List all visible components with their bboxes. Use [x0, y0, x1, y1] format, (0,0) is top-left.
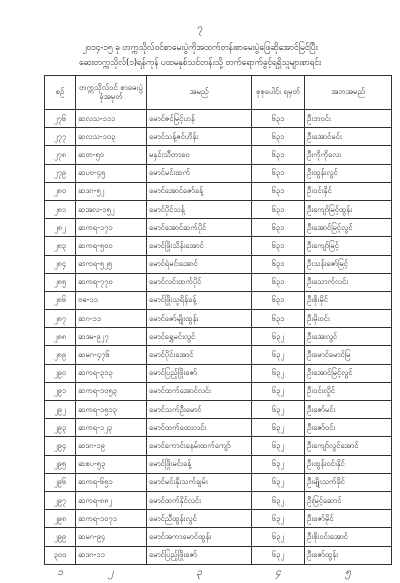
cell-father-name: ဦးဘဝင်း: [305, 110, 392, 128]
footer-mark: ၂: [108, 567, 114, 579]
cell-roll-number: ဆပဗ-၄၅: [76, 164, 147, 182]
footer-mark: ၁: [57, 567, 63, 579]
results-table: [44, 75, 392, 583]
cell-total-marks: ၆၃၁: [252, 219, 305, 237]
cell-serial: ၂၉၇: [45, 491, 76, 509]
cell-roll-number: ဆမဂ-၉၄: [76, 528, 147, 546]
col-header-serial: စဉ်: [45, 76, 76, 110]
cell-father-name: ဦးဝင်းနိုင်: [305, 182, 392, 200]
cell-total-marks: ၆၃၂: [252, 455, 305, 473]
cell-father-name: ဦးဇော်ဝင်း: [305, 419, 392, 437]
cell-father-name: ဦးစိုးဝင်းအောင်: [305, 528, 392, 546]
heading-line-2: ဆေးတက္ကသိုလ်(၁)ရန်ကုန် ပထမနှစ်သင်တန်းသို့ တက်ရောက်ခွင့်ရရှိသူများစာရင်း: [79, 58, 321, 68]
cell-roll-number: ဆစပ-၅၃: [76, 455, 147, 473]
cell-total-marks: ၆၃၂: [252, 382, 305, 400]
cell-father-name: ဦးသန်းဇော်မြင့်: [305, 255, 392, 273]
cell-total-marks: ၆၃၂: [252, 528, 305, 546]
cell-father-name: ဦးကျော်လွင်အောင်: [305, 437, 392, 455]
col-header-roll-number: တက္ကသိုလ်ဝင် စာမေးပွဲခုံအမှတ်: [76, 76, 147, 110]
cell-serial: ၂၉၅: [45, 455, 76, 473]
table-header-row: [45, 76, 392, 110]
cell-serial: ၂၉၈: [45, 510, 76, 528]
cell-name: မောင်အောင်ဆက်ပိုင်: [147, 219, 252, 237]
cell-name: မနှင်းသီတာဝေ: [147, 146, 252, 164]
cell-name: မောင်ရွှေမင်းလွင်: [147, 328, 252, 346]
cell-roll-number: ဆကရ-၁၀၇၁: [76, 510, 147, 528]
cell-name: မောင်ပြည့်ဖြိုးဇော်: [147, 546, 252, 564]
cell-father-name: ဦးအေးလွင်: [305, 328, 392, 346]
cell-father-name: ဦးထွန်းဝင်းနိုင်: [305, 455, 392, 473]
cell-total-marks: ၆၃၂: [252, 328, 305, 346]
cell-father-name: ဦးကျော်မြင့်: [305, 237, 392, 255]
cell-roll-number: ဆကရ-၃၁၃: [76, 364, 147, 382]
cell-serial: ၂၇၈: [45, 146, 76, 164]
table-row: [45, 273, 392, 291]
table-row: [45, 455, 392, 473]
cell-roll-number: ဆအလ-၁၅၂: [76, 200, 147, 218]
cell-roll-number: ဆဂ-၁၁: [76, 310, 147, 328]
table-row: [45, 346, 392, 364]
cell-name: မောင်ပြည့်ဖြိုးဇော်: [147, 364, 252, 382]
cell-roll-number: ဆကရ-၅၀၀: [76, 237, 147, 255]
cell-name: မောင်အကာမောင်ထွန်း: [147, 528, 252, 546]
footer-mark: ၅: [345, 567, 351, 579]
cell-father-name: ဦးမိုးဝင်း: [305, 310, 392, 328]
cell-serial: ၂၈၅: [45, 273, 76, 291]
col-header-total-marks: စုစုပေါင်း ရမှတ်: [252, 76, 305, 110]
table-row: [45, 364, 392, 382]
cell-total-marks: ၆၃၁: [252, 237, 305, 255]
cell-name: မောင်ဇော်မျိုးထွန်း: [147, 310, 252, 328]
cell-total-marks: ၆၃၁: [252, 200, 305, 218]
cell-name: မောင်သက်ဦးမောင်: [147, 401, 252, 419]
cell-father-name: ဦးစိုးမိုင်: [305, 291, 392, 309]
cell-roll-number: ဆကရ-၇၇၀: [76, 273, 147, 291]
cell-serial: ၂၈၀: [45, 182, 76, 200]
cell-serial: ၂၈၃: [45, 237, 76, 255]
table-row: [45, 291, 392, 309]
cell-name: မောင်ဇင်မြင့်ဟန်: [147, 110, 252, 128]
table-row: [45, 419, 392, 437]
cell-total-marks: ၆၃၂: [252, 437, 305, 455]
cell-serial: ၂၉၃: [45, 419, 76, 437]
table-row: [45, 491, 392, 509]
cell-roll-number: ဆကရ-၈၈၂: [76, 491, 147, 509]
cell-name: မောင်မင်းထက်: [147, 164, 252, 182]
cell-total-marks: ၆၃၂: [252, 491, 305, 509]
cell-father-name: ဦးအောင်မင်း: [305, 128, 392, 146]
page-number: ၇: [197, 23, 203, 34]
table-row: [45, 219, 392, 237]
cell-serial: ၂၉၀: [45, 364, 76, 382]
table-row: [45, 146, 392, 164]
table-row: [45, 328, 392, 346]
cell-serial: ၂၈၉: [45, 346, 76, 364]
heading-line-1: ၂၀၁၄-၁၅ ခု တက္ကသိုလ်ဝင်စာမေးပွဲကိုအထက်တန်းစာမေးပွဲဖြေဆိုအောင်မြင်ပြီး: [82, 43, 318, 53]
cell-name: မောင်ကောင်းနေမ်းထက်ကျော်: [147, 437, 252, 455]
cell-serial: ၂၉၁: [45, 382, 76, 400]
cell-serial: ၂၇၆: [45, 110, 76, 128]
cell-roll-number: ဆလသ-၁၀၃: [76, 128, 147, 146]
cell-serial: ၂၇၇: [45, 128, 76, 146]
cell-serial: ၂၈၁: [45, 200, 76, 218]
cell-total-marks: ၆၃၂: [252, 473, 305, 491]
cell-father-name: ဦးထွန်းလွင်: [305, 164, 392, 182]
cell-serial: ၂၈၂: [45, 219, 76, 237]
cell-roll-number: ဆကရ-၁၂၃: [76, 419, 147, 437]
cell-total-marks: ၆၃၁: [252, 273, 305, 291]
cell-name: မောင်ထက်နိုင်လင်း: [147, 491, 252, 509]
cell-roll-number: ဆဒဂ-၅၂: [76, 182, 147, 200]
cell-serial: ၂၈၇: [45, 310, 76, 328]
cell-roll-number: ဆလသ-၁၁၁: [76, 110, 147, 128]
cell-father-name: ဦးဝင်းလှိုင်: [305, 382, 392, 400]
table-row: [45, 164, 392, 182]
table-row: [45, 528, 392, 546]
cell-father-name: ဦးအောင်မြင့်လွင်: [305, 364, 392, 382]
cell-roll-number: ဆကရ-၆၅၁: [76, 473, 147, 491]
cell-total-marks: ၆၃၂: [252, 510, 305, 528]
cell-serial: ၂၇၉: [45, 164, 76, 182]
table-row: [45, 546, 392, 564]
cell-total-marks: ၆၃၂: [252, 401, 305, 419]
cell-serial: ၂၉၆: [45, 473, 76, 491]
cell-father-name: ဦးကိုကိုလေး: [305, 146, 392, 164]
cell-total-marks: ၆၃၁: [252, 146, 305, 164]
cell-father-name: ဦးအောင်မြင့်လွင်: [305, 219, 392, 237]
cell-name: မောင်ပိုင်းအောင်: [147, 346, 252, 364]
table-row: [45, 255, 392, 273]
cell-roll-number: ဆကရ-၅၂၅: [76, 255, 147, 273]
cell-name: မောင်ရဲမင်းအောင်: [147, 255, 252, 273]
cell-total-marks: ၆၃၁: [252, 128, 305, 146]
cell-father-name: ဦးမောင်မောင်မြ: [305, 346, 392, 364]
cell-name: မောင်ညီထွန်းလွင်: [147, 510, 252, 528]
col-header-father-name: အဘအမည်: [305, 76, 392, 110]
cell-total-marks: ၆၃၁: [252, 182, 305, 200]
cell-serial: ၂၈၄: [45, 255, 76, 273]
cell-total-marks: ၆၃၁: [252, 110, 305, 128]
footer-marks-row: [45, 564, 392, 583]
cell-total-marks: ၆၃၁: [252, 164, 305, 182]
cell-father-name: ဦးဇော်မိုင်: [305, 510, 392, 528]
cell-father-name: ဦးဇော်ထွန်း: [305, 546, 392, 564]
cell-total-marks: ၆၃၂: [252, 546, 305, 564]
cell-roll-number: ဆမဂ-၄၇၆: [76, 346, 147, 364]
cell-name: မောင်မင်းနိုးသက်ချမ်း: [147, 473, 252, 491]
cell-serial: ၂၉၂: [45, 401, 76, 419]
cell-roll-number: ဆကရ-၁၀၅၃: [76, 382, 147, 400]
cell-father-name: ဦးမျိုးသက်ခိုင်: [305, 473, 392, 491]
footer-mark: ၃: [196, 567, 202, 579]
cell-roll-number: ဆဒဂ-၁၉: [76, 437, 147, 455]
cell-roll-number: ဆကရ-၁၇၁: [76, 219, 147, 237]
cell-roll-number: ဗဓ-၁၁: [76, 291, 147, 309]
cell-father-name: ဦးသောက်လင်း: [305, 273, 392, 291]
cell-father-name: ဦးဇော်မင်း: [305, 401, 392, 419]
cell-roll-number: ဆကရ-၁၅၁၃: [76, 401, 147, 419]
cell-name: မောင်အောင်ဇော်ခန့်: [147, 182, 252, 200]
cell-total-marks: ၆၃၁: [252, 310, 305, 328]
cell-name: မောင်သန့်ဇင်ဟိန်း: [147, 128, 252, 146]
cell-serial: ၂၉၄: [45, 437, 76, 455]
cell-name: မောင်ဖြိုးသိန်းအောင်: [147, 237, 252, 255]
table-row: [45, 182, 392, 200]
cell-serial: ၂၈၆: [45, 291, 76, 309]
table-row: [45, 510, 392, 528]
table-row: [45, 237, 392, 255]
cell-roll-number: ဆတ-၅၀: [76, 146, 147, 164]
cell-name: မောင်လင်းထက်ပိုင်: [147, 273, 252, 291]
table-row: [45, 128, 392, 146]
table-row: [45, 200, 392, 218]
cell-roll-number: ဆဒဂ-၁၁: [76, 546, 147, 564]
cell-father-name: ဦးကျော်မြင့်ထွန်း: [305, 200, 392, 218]
cell-total-marks: ၆၃၂: [252, 346, 305, 364]
cell-total-marks: ၆၃၁: [252, 255, 305, 273]
table-row: [45, 110, 392, 128]
footer-mark: ၄: [275, 567, 281, 579]
cell-roll-number: ဆဒမ-၉၂၇: [76, 328, 147, 346]
cell-name: မောင်ပိုင်သန့်: [147, 200, 252, 218]
cell-serial: ၃၀၀: [45, 546, 76, 564]
table-row: [45, 437, 392, 455]
cell-serial: ၂၉၉: [45, 528, 76, 546]
cell-total-marks: ၆၃၁: [252, 291, 305, 309]
cell-father-name: ဦးမြင့်ဆောင်: [305, 491, 392, 509]
cell-total-marks: ၆၃၂: [252, 364, 305, 382]
cell-serial: ၂၈၈: [45, 328, 76, 346]
cell-name: မောင်ထက်အောင်လင်း: [147, 382, 252, 400]
cell-name: မောင်ဖြိုးသူရိန်ခန့်: [147, 291, 252, 309]
table-row: [45, 382, 392, 400]
table-row: [45, 310, 392, 328]
cell-name: မောင်ထက်ထေးလင်း: [147, 419, 252, 437]
table-row: [45, 401, 392, 419]
col-header-name: အမည်: [147, 76, 252, 110]
cell-total-marks: ၆၃၂: [252, 419, 305, 437]
cell-name: မောင်ဖြိုးမင်းခန့်: [147, 455, 252, 473]
table-row: [45, 473, 392, 491]
